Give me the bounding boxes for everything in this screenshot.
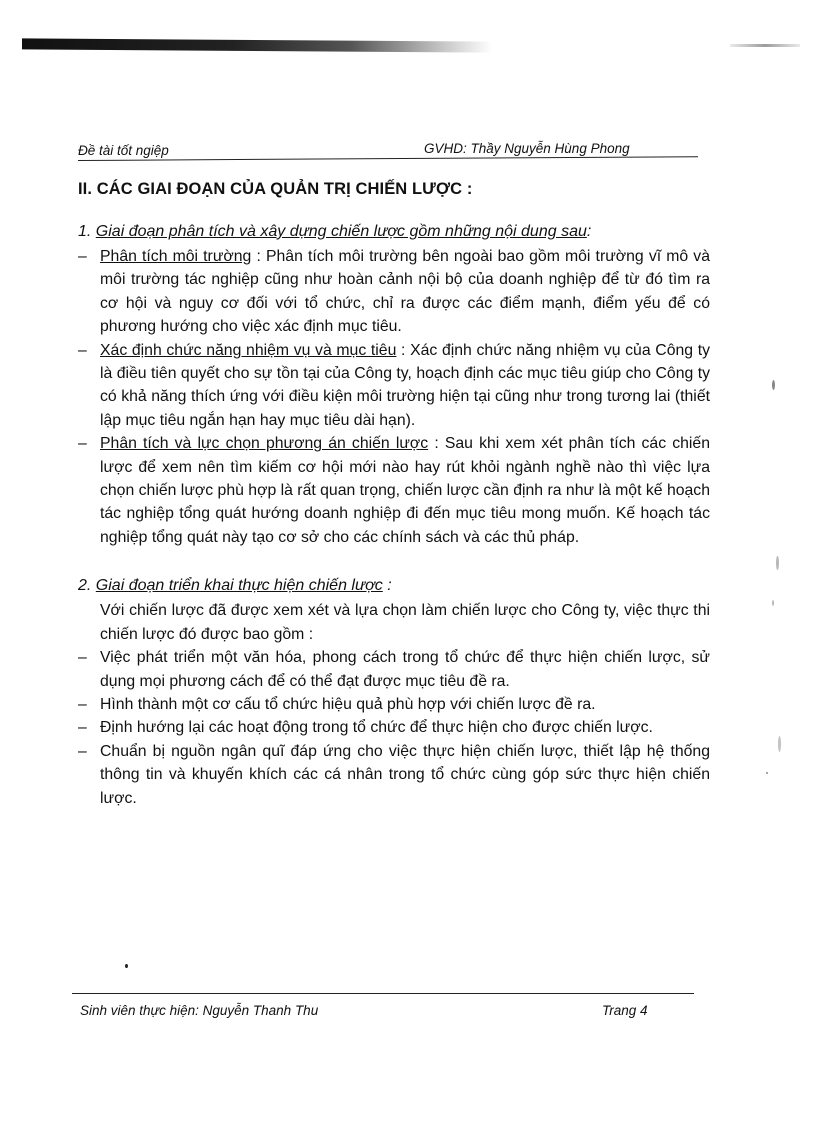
scan-speck [778, 736, 781, 752]
stage1-item: – Xác định chức năng nhiệm vụ và mục tiêu : Xác định chức năng nhiệm vụ của Công ty là điều tiên quyết cho sự tồn tại của Công ty, hoạch định các mục tiêu giúp cho Công ty có khả năng thích ứng với điều kiện môi trường hiện tại cũng như trong tương lai (thiết lập mục tiêu ngắn hạn hay mục tiêu dài hạn). [78, 341, 711, 429]
stage2-title: Giai đoạn triển khai thực hiện chiến lược [95, 577, 383, 595]
stage2-item: – Hình thành một cơ cấu tổ chức hiệu quả phù hợp với chiến lược đề ra. [78, 695, 596, 713]
stage2-item-text: Chuẩn bị nguồn ngân quĩ đáp ứng cho việc thực hiện chiến lược, thiết lập hệ thống thông tin và khuyến khích các cá nhân trong tổ chức cùng góp sức thực hiện chiến lược. [100, 742, 710, 807]
page-footer [80, 1003, 700, 1023]
page-body [78, 180, 718, 810]
header-advisor: GVHD: Thầy Nguyễn Hùng Phong [424, 141, 630, 156]
stage2-item-text: Hình thành một cơ cấu tổ chức hiệu quả phù hợp với chiến lược đề ra. [100, 695, 596, 713]
stage1-item: – Phân tích và lực chọn phương án chiến lược : Sau khi xem xét phân tích các chiến lược để xem nên tìm kiếm cơ hội mới nào hay rút khỏi ngành nghề nào thì việc lựa chọn chiến lược phù hợp là rất quan trọng, chiến lược cần định ra như là một kế hoạch tác nghiệp tổng quát hướng doanh nghiệp đi đến mục tiêu mong muốn. Kế hoạch tác nghiệp tổng quát này tạo cơ sở cho các chính sách và các thủ pháp. [78, 435, 711, 546]
footer-rule [72, 993, 694, 994]
stage2-item-text: Việc phát triển một văn hóa, phong cách trong tổ chức để thực hiện chiến lược, sử dụng mọi phương cách để có thể đạt được mục tiêu đề ra. [100, 649, 710, 690]
stage2-item: – Việc phát triển một văn hóa, phong cách trong tổ chức để thực hiện chiến lược, sử dụng mọi phương cách để có thể đạt được mục tiêu đề ra. [78, 649, 710, 690]
footer-student: Sinh viên thực hiện: Nguyễn Thanh Thu [80, 1003, 319, 1018]
scan-speck [766, 772, 768, 774]
scan-speck [772, 600, 774, 606]
header-thesis-label: Đề tài tốt ngiệp [78, 143, 169, 158]
scan-speck [772, 380, 775, 390]
scan-artifact-bar [22, 38, 492, 52]
scan-speck [125, 964, 128, 968]
stage2-item: – Định hướng lại các hoạt động trong tổ chức để thực hiện cho được chiến lược. [78, 719, 653, 737]
stage1-item-lead: Phân tích môi trường [100, 248, 252, 265]
stage2-number: 2. [78, 577, 92, 595]
stage1-item: – Phân tích môi trường : Phân tích môi trường bên ngoài bao gồm môi trường vĩ mô và môi trường tác nghiệp cũng như hoàn cảnh nội bộ của doanh nghiệp để từ đó tìm ra cơ hội và nguy cơ đối với tổ chức, chỉ ra được các điểm mạnh, điểm yếu để có phương hướng cho việc xác định mục tiêu. [78, 248, 710, 336]
stage1-item-text: : Sau khi xem xét phân tích các chiến lược để xem nên tìm kiếm cơ hội mới nào hay rút khỏi ngành nghề nào thì việc lựa chọn chiến lược phù hợp là rất quan trọng, chiến lược cần định ra như là một kế hoạch tác nghiệp tổng quát hướng doanh nghiệp đi đến mục tiêu mong muốn. Kế hoạch tác nghiệp tổng quát này tạo cơ sở cho các chính sách và các thủ pháp. [100, 435, 711, 546]
stage1-heading: 1. Giai đoạn phân tích và xây dựng chiến lược gồm những nội dung sau: [78, 223, 592, 240]
stage1-title: Giai đoạn phân tích và xây dựng chiến lược gồm những nội dung sau [95, 223, 587, 240]
stage2-item-text: Định hướng lại các hoạt động trong tổ chức để thực hiện cho được chiến lược. [100, 719, 653, 737]
stage2-item: – Chuẩn bị nguồn ngân quĩ đáp ứng cho việc thực hiện chiến lược, thiết lập hệ thống thông tin và khuyến khích các cá nhân trong tổ chức cùng góp sức thực hiện chiến lược. [78, 742, 710, 807]
stage1-item-text: : Xác định chức năng nhiệm vụ của Công ty là điều tiên quyết cho sự tồn tại của Công ty, hoạch định các mục tiêu giúp cho Công ty có khả năng thích ứng với điều kiện môi trường hiện tại cũng như trong tương lai (thiết lập mục tiêu ngắn hạn hay mục tiêu dài hạn). [100, 341, 711, 429]
scan-artifact-mark [730, 44, 800, 47]
page-number: Trang 4 [602, 1003, 648, 1018]
stage1-item-lead: Xác định chức năng nhiệm vụ và mục tiêu [100, 341, 397, 359]
stage2-heading: 2. Giai đoạn triển khai thực hiện chiến lược : [78, 577, 392, 595]
stage1-number: 1. [78, 223, 92, 240]
stage1-item-text: : Phân tích môi trường bên ngoài bao gồm môi trường vĩ mô và môi trường tác nghiệp cũng như hoàn cảnh nội bộ của doanh nghiệp để từ đó tìm ra cơ hội và nguy cơ đối với tổ chức, chỉ ra được các điểm mạnh, điểm yếu để có phương hướng cho việc xác định mục tiêu. [100, 248, 710, 336]
section-title: II. CÁC GIAI ĐOẠN CỦA QUẢN TRỊ CHIẾN LƯỢC : [78, 180, 473, 198]
stage2-intro: Với chiến lược đã được xem xét và lựa chọn làm chiến lược cho Công ty, việc thực thi chiến lược đó được bao gồm : [100, 602, 710, 643]
stage1-item-lead: Phân tích và lực chọn phương án chiến lược [100, 435, 429, 453]
scan-speck [776, 556, 779, 570]
